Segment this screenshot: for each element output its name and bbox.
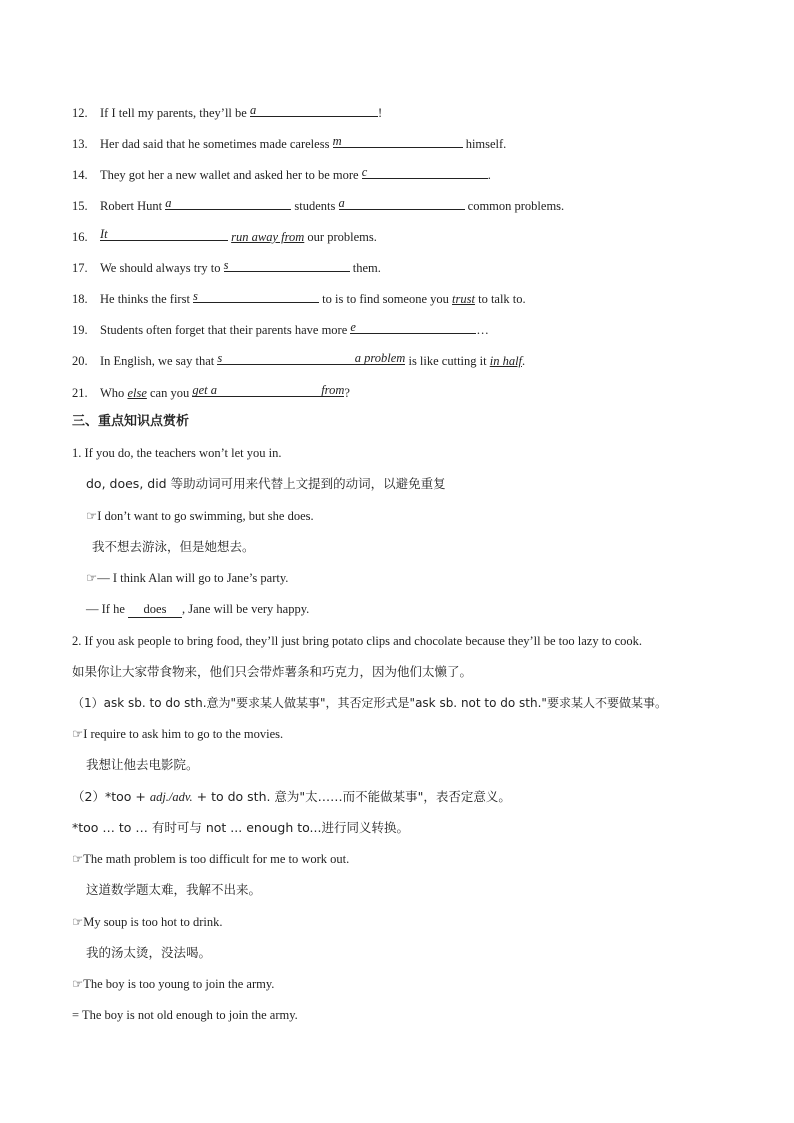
point-1-title: 1. If you do, the teachers won’t let you in. [72, 446, 282, 460]
exercise-15 [72, 196, 564, 214]
rule-text-italic: adj./adv. [149, 790, 193, 804]
item-number: 16. [72, 230, 88, 244]
sentence-text: Her dad said that he sometimes made careless [100, 137, 333, 151]
example-b-translation: 我的汤太烫，没法喝。 [86, 945, 212, 960]
sentence-text: to is to find someone you [319, 292, 453, 306]
sentence-text: to talk to. [474, 292, 526, 306]
answer-blank[interactable] [250, 103, 378, 117]
first-letter-hint: s [193, 289, 198, 303]
item-number: 15. [72, 199, 88, 213]
answer-blank[interactable] [224, 258, 350, 272]
sentence-text: Robert Hunt [100, 199, 166, 213]
answer-blank[interactable] [362, 165, 488, 179]
point-2-translation: 如果你让大家带食物来，他们只会带炸薯条和巧克力，因为他们太懒了。 [72, 664, 473, 679]
sentence-text: In English, we say that [100, 354, 218, 368]
sentence-text: common problems. [464, 199, 565, 213]
answer-blank[interactable] [192, 383, 344, 397]
point-2-title: 2. If you ask people to bring food, they’ll just bring potato clips and chocolate because they’ll be too lazy to cook. [72, 634, 642, 648]
first-letter-hint: m [332, 134, 342, 148]
item-number: 13. [72, 137, 88, 151]
sentence-text: . [487, 168, 491, 182]
point-1-note: do, does, did 等助动词可用来代替上文提到的动词，以避免重复 [86, 476, 446, 491]
exercise-13 [72, 134, 506, 152]
item-number: 12. [72, 106, 88, 120]
example-a-translation: 这道数学题太难，我解不出来。 [86, 882, 262, 897]
phrase-hint: else [127, 386, 147, 400]
rule-text: （2）*too + [72, 789, 150, 804]
sentence-text: Students often forget that their parents have more [100, 323, 351, 337]
first-letter-hint: a [165, 196, 172, 210]
answer-blank[interactable] [165, 196, 291, 210]
point-2-sub-1-example: ☞I require to ask him to go to the movies. [72, 727, 284, 741]
sentence-text: our problems. [304, 230, 377, 244]
point-1-example-1-translation: 我不想去游泳，但是她想去。 [92, 539, 255, 554]
first-letter-hint: a [249, 103, 257, 117]
point-2-note: *too … to … 有时可与 not ... enough to...进行同义转换。 [72, 820, 409, 835]
sentence-text: ! [377, 106, 383, 120]
phrase-hint: in half [489, 354, 523, 368]
exercise-18 [72, 289, 526, 307]
sentence-text: … [476, 323, 489, 337]
point-1-example-2-reply [86, 601, 309, 618]
phrase-hint: run away from [231, 230, 305, 244]
reply-text: — If he [86, 602, 128, 616]
answer-blank[interactable] [217, 351, 405, 365]
rule-text: + to do sth. 意为"太……而不能做某事"，表否定意义。 [192, 789, 511, 804]
sentence-text: . [522, 354, 526, 368]
example-a: ☞The math problem is too difficult for me to work out. [72, 852, 350, 866]
phrase-hint: a problem [354, 351, 406, 365]
first-letter-hint: s [217, 351, 223, 365]
sentence-text: is like cutting it [405, 354, 490, 368]
point-1-example-1: ☞I don’t want to go swimming, but she does. [86, 509, 314, 523]
item-number: 14. [72, 168, 88, 182]
first-letter-hint: a [338, 196, 345, 210]
sentence-text: students [291, 199, 339, 213]
exercise-17 [72, 258, 381, 276]
exercise-14 [72, 165, 491, 183]
first-letter-hint: s [223, 258, 229, 272]
answer-blank[interactable] [350, 320, 476, 334]
answer-blank[interactable] [333, 134, 463, 148]
example-b: ☞My soup is too hot to drink. [72, 915, 223, 929]
example-c: ☞The boy is too young to join the army. [72, 977, 275, 991]
sentence-text: They got her a new wallet and asked her to be more [100, 168, 362, 182]
sentence-text: He thinks the first [100, 292, 194, 306]
first-letter-hint: It [100, 227, 108, 241]
phrase-hint: trust [452, 292, 475, 306]
answer-blank[interactable] [100, 227, 228, 241]
sentence-text: himself. [462, 137, 507, 151]
filled-answer: does [128, 601, 182, 618]
sentence-text: Who [100, 386, 128, 400]
exercise-20 [72, 351, 525, 369]
item-number: 21. [72, 386, 88, 400]
item-number: 18. [72, 292, 88, 306]
sentence-text: We should always try to [100, 261, 224, 275]
first-letter-hint: c [361, 165, 368, 179]
item-number: 17. [72, 261, 88, 275]
sentence-text: If I tell my parents, they’ll be [100, 106, 250, 120]
example-d: = The boy is not old enough to join the army. [72, 1008, 298, 1022]
phrase-hint: get a [192, 383, 218, 397]
phrase-hint: from [321, 383, 345, 397]
exercise-12 [72, 103, 382, 121]
reply-text: , Jane will be very happy. [182, 602, 310, 616]
first-letter-hint: e [350, 320, 356, 334]
exercise-19 [72, 320, 489, 338]
answer-blank[interactable] [339, 196, 465, 210]
section-heading: 三、重点知识点赏析 [72, 414, 190, 429]
sentence-text: can you [146, 386, 193, 400]
point-2-sub-1: （1）ask sb. to do sth.意为"要求某人做某事"，其否定形式是"ask sb. not to do sth."要求某人不要做某事。 [72, 696, 667, 710]
item-number: 20. [72, 354, 88, 368]
answer-blank[interactable] [193, 289, 319, 303]
point-2-sub-1-example-translation: 我想让他去电影院。 [86, 757, 199, 772]
exercise-16 [72, 227, 377, 245]
point-1-example-2: ☞— I think Alan will go to Jane’s party. [86, 571, 289, 585]
item-number: 19. [72, 323, 88, 337]
sentence-text: ? [344, 386, 350, 400]
exercise-21 [72, 383, 350, 401]
point-2-sub-2 [72, 789, 511, 805]
sentence-text: them. [349, 261, 381, 275]
